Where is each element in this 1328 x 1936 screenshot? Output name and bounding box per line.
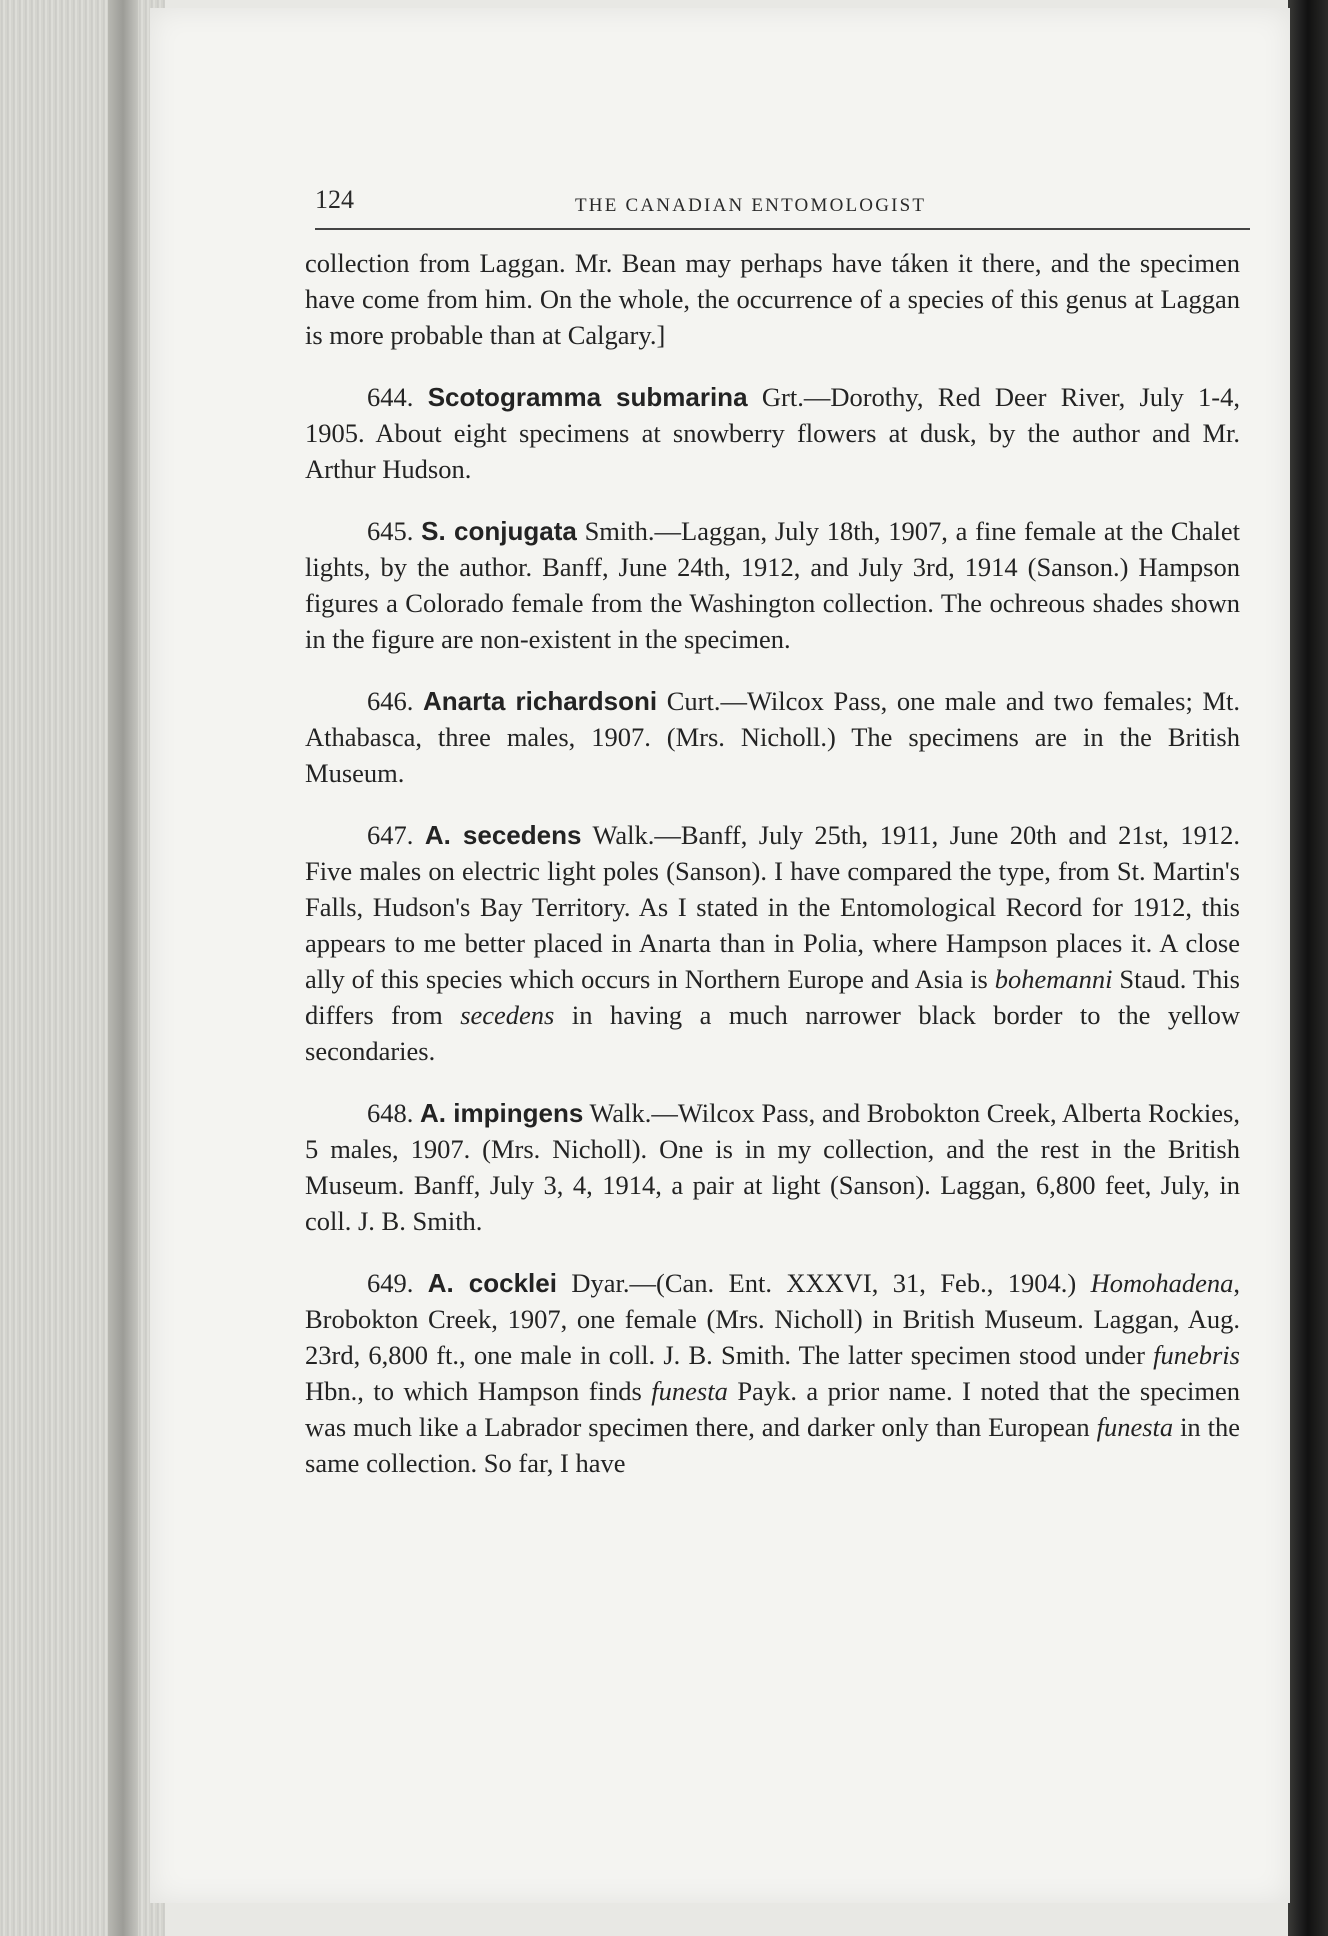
book-spine-shadow: [1288, 0, 1328, 1936]
entry-text: Smith.—Laggan, July 18th, 1907, a fine female at the Chalet lights, by the author. Banff, June 24th, 1912, and July 3rd, 1914 (Sanson.) Hampson figures a Colorado female from the Washington collection. The ochreous shades shown in the figure are non-existent in the specimen.: [305, 516, 1241, 654]
entry-text: Payk. a prior name. I noted that the specimen was much like a Labrador specimen there, and darker only than European: [305, 1376, 1240, 1442]
italic-species: funebris: [1153, 1340, 1240, 1370]
italic-species: funesta: [1096, 1412, 1174, 1442]
species-name: A. cocklei: [427, 1268, 557, 1298]
entry-text: Grt.—Dorothy, Red Deer River, July 1-4, 1905. About eight specimens at snowberry flowers at dusk, by the author and Mr. Arthur Hudson.: [305, 382, 1240, 484]
entry-number: 646.: [367, 686, 414, 716]
species-name: Scotogramma submarina: [427, 382, 748, 412]
entry-text: Curt.—Wilcox Pass, one male and two females; Mt. Athabasca, three males, 1907. (Mrs. Nicholl.) The specimens are in the British Museum.: [305, 686, 1241, 788]
entry-text: Hbn., to which Hampson finds: [305, 1376, 652, 1406]
entry-649: [305, 1265, 1240, 1481]
entry-647: [305, 817, 1240, 1069]
book-edge-shadow: [108, 0, 138, 1936]
book-page-edges: [0, 0, 165, 1936]
entry-text: in having a much narrower black border to the yellow secondaries.: [305, 1000, 1240, 1066]
species-name: S. conjugata: [421, 516, 577, 546]
journal-title: THE CANADIAN ENTOMOLOGIST: [575, 195, 927, 216]
running-head: [315, 185, 1250, 225]
intro-paragraph: collection from Laggan. Mr. Bean may perhaps have táken it there, and the specimen have come from him. On the whole, the occurrence of a species of this genus at Laggan is more probable than at Calgary.]: [305, 248, 1240, 350]
entry-648: [305, 1095, 1240, 1239]
entry-number: 644.: [367, 382, 414, 412]
entry-number: 647.: [367, 820, 414, 850]
italic-species: secedens: [460, 1000, 555, 1030]
species-name: A. secedens: [424, 820, 582, 850]
entry-645: [305, 513, 1240, 657]
italic-genus: Homohadena: [1090, 1268, 1234, 1298]
entry-text: Walk.—Banff, July 25th, 1911, June 20th and 21st, 1912. Five males on electric light poles (Sanson). I have compared the type, from St. Martin's Falls, Hudson's Bay Territory. As I stated in the Entomological Record for 1912, this appears to me better placed in Anarta than in Polia, where Hampson places it. A close ally of this species which occurs in Northern Europe and Asia is: [305, 820, 1241, 994]
entry-number: 649.: [367, 1268, 414, 1298]
page-body: [305, 245, 1240, 1507]
entry-text: Staud. This differs from: [305, 964, 1240, 1030]
page-number: 124: [315, 185, 354, 214]
italic-species: bohemanni: [994, 964, 1113, 994]
entry-646: [305, 683, 1240, 791]
entry-text: , Brobokton Creek, 1907, one female (Mrs. Nicholl) in British Museum. Laggan, Aug. 23rd, 6,800 ft., one male in coll. J. B. Smith. The latter specimen stood under: [305, 1268, 1240, 1370]
entry-text: in the same collection. So far, I have: [305, 1412, 1240, 1478]
entry-text: Dyar.—(Can. Ent. XXXVI, 31, Feb., 1904.): [556, 1268, 1091, 1298]
entry-644: [305, 379, 1240, 487]
entry-number: 648.: [367, 1098, 414, 1128]
species-name: A. impingens: [420, 1098, 584, 1128]
header-rule: [315, 228, 1250, 230]
italic-species: funesta: [651, 1376, 728, 1406]
entry-number: 645.: [367, 516, 414, 546]
entry-text: Walk.—Wilcox Pass, and Brobokton Creek, Alberta Rockies, 5 males, 1907. (Mrs. Nicholl). One is in my collection, and the rest in the British Museum. Banff, July 3, 4, 1914, a pair at light (Sanson). Laggan, 6,800 feet, July, in coll. J. B. Smith.: [305, 1098, 1240, 1236]
species-name: Anarta richardsoni: [422, 686, 658, 716]
